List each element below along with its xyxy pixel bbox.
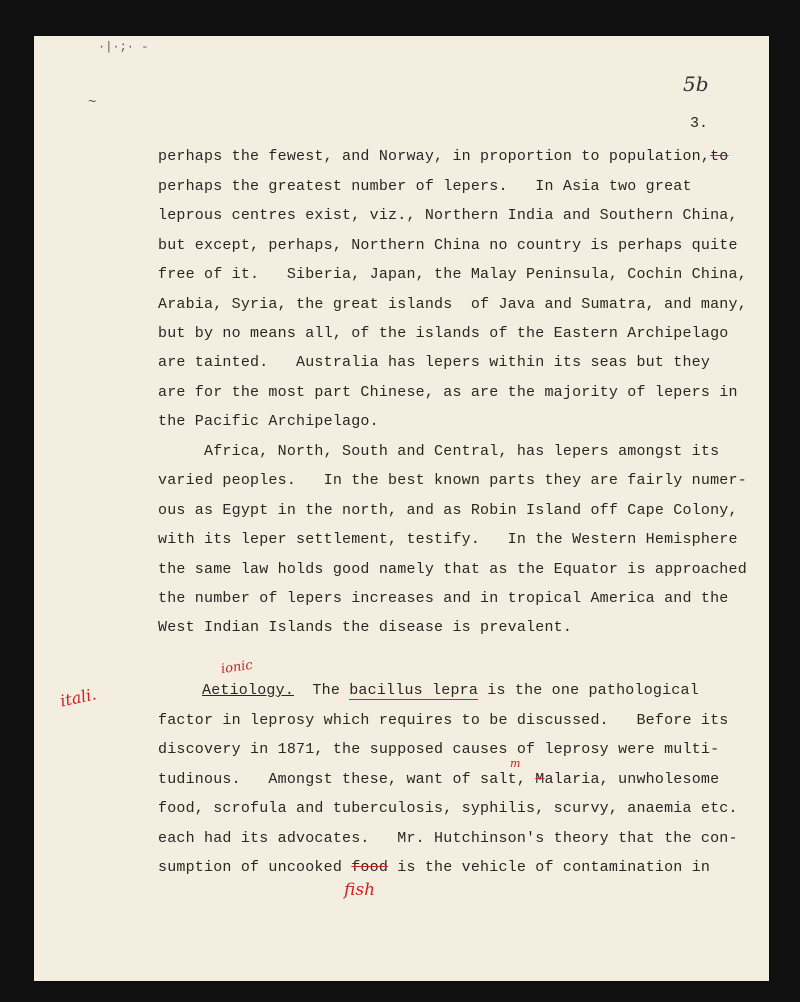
text-line: are for the most part Chinese, as are the majority of lepers in [158, 384, 738, 401]
pencil-mark: ~ [88, 95, 97, 111]
text-line: tudinous. Amongst these, want of salt, Malaria, unwholesome [158, 771, 720, 788]
corrected-word: food [351, 859, 389, 876]
corrected-letter: M [535, 771, 545, 788]
text-line: the same law holds good namely that as the Equator is approached [158, 561, 747, 578]
page-number: 3. [690, 115, 709, 132]
text-line: Africa, North, South and Central, has lepers amongst its [158, 443, 720, 460]
text-line: but by no means all, of the islands of the Eastern Archipelago [158, 325, 729, 342]
text-line: factor in leprosy which requires to be discussed. Before its [158, 712, 729, 729]
text-line: the number of lepers increases and in tropical America and the [158, 590, 729, 607]
annotation-below-food: fish [344, 880, 376, 900]
text-line: discovery in 1871, the supposed causes of leprosy were multi- [158, 741, 720, 758]
text-line: but except, perhaps, Northern China no country is perhaps quite [158, 237, 738, 254]
text-line: sumption of uncooked food is the vehicle of contamination in [158, 859, 711, 876]
annotation-above-heading: ionic [220, 657, 254, 678]
text-line: the Pacific Archipelago. [158, 413, 379, 430]
text-line: food, scrofula and tuberculosis, syphilis, scurvy, anaemia etc. [158, 800, 738, 817]
underlined-term: bacillus lepra [349, 682, 479, 699]
pencil-mark-top: ·|·;· - [98, 40, 149, 54]
text-line: free of it. Siberia, Japan, the Malay Peninsula, Cochin China, [158, 266, 747, 283]
text-line: perhaps the fewest, and Norway, in proportion to population,to [158, 148, 729, 165]
text-line: Arabia, Syria, the great islands of Java and Sumatra, and many, [158, 296, 747, 313]
text-line: perhaps the greatest number of lepers. In Asia two great [158, 178, 692, 195]
handwritten-page-number: 5b [683, 72, 709, 96]
annotation-above-malaria: m [510, 757, 521, 770]
text-line: varied peoples. In the best known parts they are fairly numer- [158, 472, 747, 489]
aetiology-line: Aetiology. The bacillus lepra is the one pathological [202, 682, 699, 699]
text-line: with its leper settlement, testify. In the Western Hemisphere [158, 531, 738, 548]
struck-word: to [710, 148, 729, 165]
text-line: West Indian Islands the disease is prevalent. [158, 619, 573, 636]
text-line: leprous centres exist, viz., Northern India and Southern China, [158, 207, 738, 224]
text-line: are tainted. Australia has lepers within its seas but they [158, 354, 711, 371]
text-line: each had its advocates. Mr. Hutchinson's theory that the con- [158, 830, 738, 847]
section-heading: Aetiology. [202, 682, 295, 699]
text-line: ous as Egypt in the north, and as Robin Island off Cape Colony, [158, 502, 738, 519]
margin-annotation-italic: itali. [58, 684, 98, 711]
